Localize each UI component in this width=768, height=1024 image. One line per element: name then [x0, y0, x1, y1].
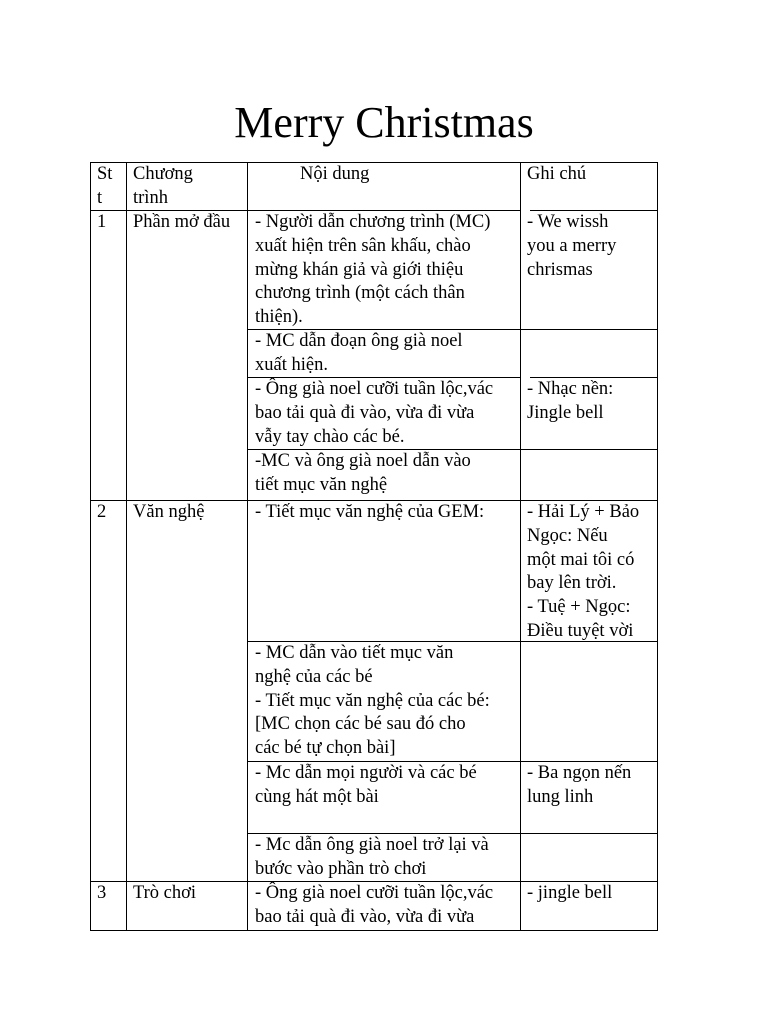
- row-content: -MC và ông già noel dẫn vào tiết mục văn nghệ: [255, 451, 471, 495]
- row-note: - We wissh you a merry chrismas: [527, 212, 617, 280]
- row-content: - Mc dẫn mọi người và các bé cùng hát một bài: [255, 763, 477, 807]
- row-note: - Ba ngọn nến lung linh: [527, 763, 632, 807]
- row-note: - Nhạc nền: Jingle bell: [527, 379, 614, 423]
- section-stt: 3: [97, 883, 107, 903]
- document-title: Merry Christmas: [234, 98, 534, 147]
- table-bottom-border: [90, 930, 658, 931]
- section-stt: 2: [97, 502, 107, 522]
- section-program: Trò chơi: [133, 883, 197, 903]
- header-note: Ghi chú: [527, 164, 587, 184]
- section-program: Văn nghệ: [133, 502, 205, 522]
- header-program: Chương trình: [133, 164, 193, 208]
- header-content: Nội dung: [300, 164, 370, 184]
- row-content: - Người dẫn chương trình (MC) xuất hiện trên sân khấu, chào mừng khán giả và giới thiệu chương trình (một cách thân thiện).: [255, 212, 491, 328]
- row-content: - Ông già noel cưỡi tuần lộc,vác bao tải quà đi vào, vừa đi vừa: [255, 883, 494, 927]
- column-border: [247, 162, 248, 931]
- column-border: [90, 162, 91, 931]
- row-rule: [520, 833, 658, 834]
- row-content: - MC dẫn đoạn ông già noel xuất hiện.: [255, 331, 463, 375]
- row-content: - Tiết mục văn nghệ của GEM:: [255, 502, 485, 522]
- row-content: - Mc dẫn ông già noel trở lại và bước vào phần trò chơi: [255, 835, 489, 879]
- row-content: - MC dẫn vào tiết mục văn nghệ của các bé - Tiết mục văn nghệ của các bé: [MC chọn các bé sau đó cho các bé tự chọn bài]: [255, 643, 490, 759]
- row-rule: [520, 449, 658, 450]
- section-program: Phần mở đầu: [133, 212, 231, 232]
- column-border: [126, 162, 127, 931]
- row-note: - Hải Lý + Bảo Ngọc: Nếu một mai tôi có bay lên trời. - Tuệ + Ngọc: Điều tuyệt vời: [527, 502, 640, 641]
- row-rule: [520, 329, 658, 330]
- column-border: [657, 162, 658, 931]
- column-border: [520, 162, 521, 931]
- header-stt: St t: [97, 164, 113, 208]
- row-note: - jingle bell: [527, 883, 613, 903]
- section-stt: 1: [97, 212, 107, 232]
- row-content: - Ông già noel cưỡi tuần lộc,vác bao tải quà đi vào, vừa đi vừa vẫy tay chào các bé.: [255, 379, 494, 447]
